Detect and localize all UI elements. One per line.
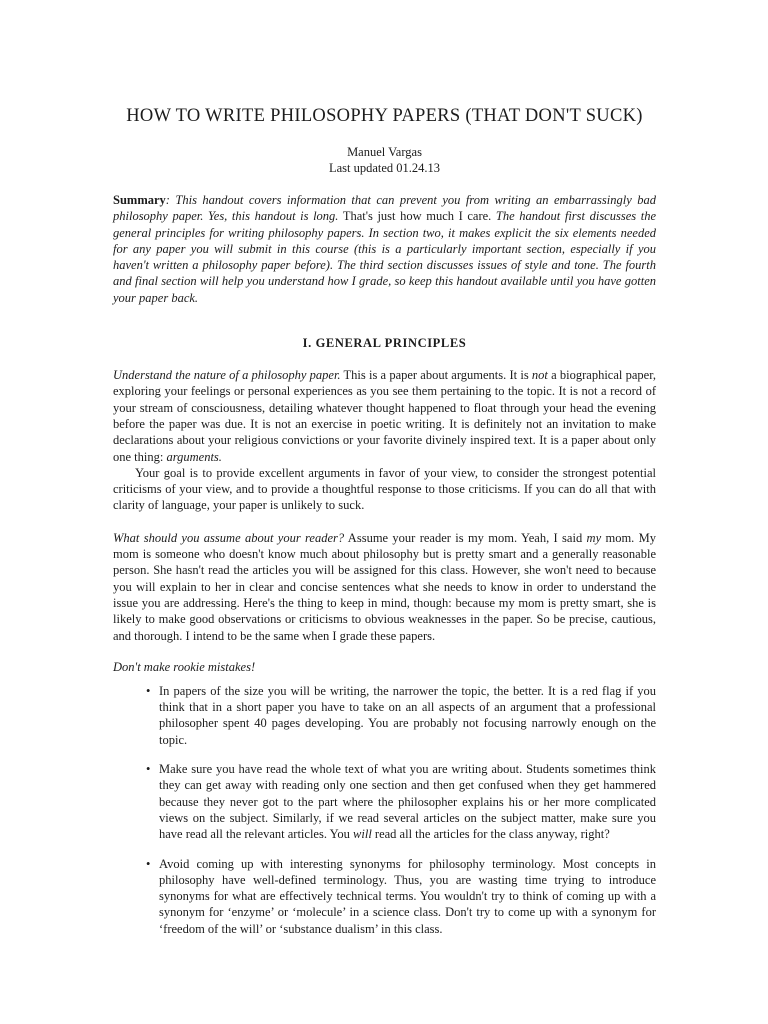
byline [113, 144, 656, 176]
paragraph-lead: Understand the nature of a philosophy paper. [113, 368, 341, 383]
summary-text-2: That's just how much I care. [338, 209, 492, 224]
emphasis-arguments: arguments. [166, 449, 222, 464]
emphasis-my: my [586, 530, 602, 545]
document-title: HOW TO WRITE PHILOSOPHY PAPERS (THAT DON'T SUCK) [126, 106, 643, 126]
summary-label: Summary [113, 193, 166, 207]
paragraph-lead: What should you assume about your reader? [113, 530, 345, 545]
document-page [113, 106, 656, 950]
last-updated: Last updated 01.24.13 [328, 161, 441, 175]
summary-text-3: The handout first discusses the general principles for writing philosophy papers. In section two, it makes explicit the six elements needed for any paper you will submit in this course (this is a particularly important section, especially if you haven't written a philosophy paper before). The third section discusses issues of style and tone. The fourth and final section will help you understand how I grade, so keep this handout available until you have gotten your paper back. [113, 209, 656, 305]
list-item-text: Make sure you have read the whole text of what you are writing about. Students sometimes think they can get away with reading only one section and then get confused when they get hammered because they never got to the part where the philosopher explains his or her more complicated views on the subject. Similarly, if we read several articles on the subject matter, make sure you have read all the relevant articles. You [159, 762, 656, 842]
paragraph-text: a biographical paper, exploring your feelings or personal experiences as you see them pertaining to the topic. It is not a record of your stream of consciousness, detailing whatever thought happened to float through your head the evening before the paper was due. It is not an exercise in poetic writing. It is definitely not an invitation to make declarations about your religious convictions or your favorite divinely inspired text. It is a paper about only one thing: [113, 368, 656, 464]
paragraph-nature-of-paper [113, 367, 656, 465]
list-item: • In papers of the size you will be writing, the narrower the topic, the better. It is a red flag if you think that in a short paper you have to take on an all aspects of an argument that a professional philosopher spent 40 pages developing. You are probably not focusing narrowly enough on the topic. [159, 683, 656, 748]
paragraph-text: mom. My mom is someone who doesn't know much about philosophy but is pretty smart and a generally reasonable person. She hasn't read the articles you will be assigned for this class. However, she won't need to because you will explain to her in clear and concise sentences what she needs to know in order to understand the issue you are addressing. Here's the thing to keep in mind, though: because my mom is pretty smart, she is likely to make good observations or criticisms to obvious weaknesses in the paper. So be precise, cautious, and thorough. I intend to be the same when I grade these papers. [113, 530, 657, 643]
list-item [159, 761, 656, 842]
paragraph-text: This is a paper about arguments. It is [340, 368, 532, 383]
emphasis-will: will [353, 827, 372, 842]
list-item-text: read all the articles for the class anyway, right? [371, 827, 610, 842]
summary-paragraph [113, 192, 656, 306]
author-name: Manuel Vargas [347, 145, 422, 159]
emphasis-not: not [531, 368, 548, 383]
rookie-mistakes-list [113, 683, 656, 937]
paragraph-reader [113, 530, 656, 644]
subheading-rookie-mistakes: Don't make rookie mistakes! [113, 659, 256, 674]
section-heading-general-principles: I. GENERAL PRINCIPLES [302, 336, 467, 351]
summary-text-1: : This handout covers information that can prevent you from writing an embarrassingly bad philosophy paper. Yes, this handout is long. [113, 193, 656, 224]
paragraph-text: Assume your reader is my mom. Yeah, I said [344, 530, 587, 545]
paragraph-goal: Your goal is to provide excellent arguments in favor of your view, to consider the strongest potential criticisms of your view, and to provide a thoughtful response to those criticisms. If you can do all that with clarity of language, your paper is unlikely to suck. [113, 465, 656, 513]
list-item: • Avoid coming up with interesting synonyms for philosophy terminology. Most concepts in philosophy have well-defined terminology. Thus, you are wasting time trying to introduce synonyms for what are effectively technical terms. You wouldn't try to think of coming up with a synonym for ‘enzyme’ or ‘molecule’ in a science class. Don't try to come up with a synonym for ‘freedom of the will’ or ‘substance dualism’ in this class. [159, 856, 656, 937]
